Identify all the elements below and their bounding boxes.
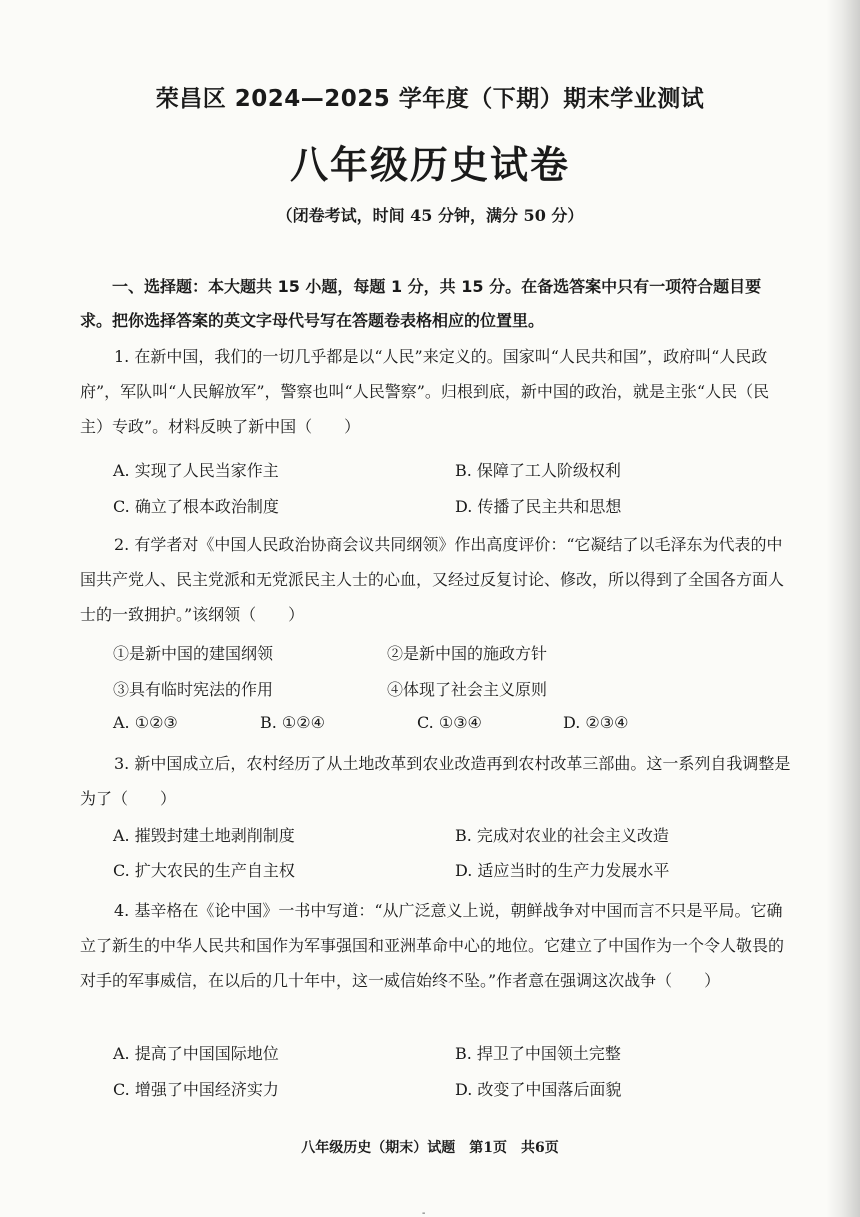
question-2-option-c: C. ①③④ [417,713,482,732]
question-3-option-a: A. 摧毁封建土地剥削制度 [113,826,295,845]
question-1-option-b: B. 保障了工人阶级权利 [455,461,621,480]
question-2-statement-3: ③具有临时宪法的作用 [113,680,274,699]
question-2-statement-1: ①是新中国的建国纲领 [113,644,274,663]
exam-title: 荣昌区 2024—2025 学年度（下期）期末学业测试 [155,86,705,112]
question-4-option-c: C. 增强了中国经济实力 [113,1080,279,1099]
question-2-option-a: A. ①②③ [113,713,178,732]
exam-info: （闭卷考试，时间 45 分钟，满分 50 分） [276,206,584,225]
question-2-statement-2: ②是新中国的施政方针 [387,644,548,663]
question-1-option-a: A. 实现了人民当家作主 [113,461,279,480]
exam-subtitle: 八年级历史试卷 [289,142,570,187]
section-heading: 一、选择题：本大题共 15 小题，每题 1 分，共 15 分。在备选答案中只有一项符合题目要求。把你选择答案的英文字母代号写在答题卷表格相应的位置里。 [80,277,762,330]
page-footer: 八年级历史（期末）试题 第1页 共6页 [301,1140,559,1156]
question-4-stem: 4. 基辛格在《论中国》一书中写道：“从广泛意义上说，朝鲜战争对中国而言不只是平局。它确立了新生的中华人民共和国作为军事强国和亚洲革命中心的地位。它建立了中国作为一个令人敬畏的对手的军事威信，在以后的几十年中，这一威信始终不坠。”作者意在强调这次战争（ ） [80,901,785,990]
question-2-stem: 2. 有学者对《中国人民政治协商会议共同纲领》作出高度评价：“它凝结了以毛泽东为代表的中国共产党人、民主党派和无党派民主人士的心血，又经过反复讨论、修改，所以得到了全国各方面人士的一致拥护。”该纲领（ ） [80,535,785,624]
question-3-option-c: C. 扩大农民的生产自主权 [113,861,295,880]
question-1-option-d: D. 传播了民主共和思想 [455,497,622,516]
question-4-option-d: D. 改变了中国落后面貌 [455,1080,622,1099]
question-4-option-b: B. 捍卫了中国领土完整 [455,1044,621,1063]
question-2-option-d: D. ②③④ [563,713,629,732]
scan-mark: - [422,1208,426,1217]
question-3-option-b: B. 完成对农业的社会主义改造 [455,826,669,845]
question-2-option-b: B. ①②④ [260,713,325,732]
question-3-stem: 3. 新中国成立后，农村经历了从土地改革到农业改造再到农村改革三部曲。这一系列自我调整是为了（ ） [80,754,791,808]
question-1-option-c: C. 确立了根本政治制度 [113,497,279,516]
question-2-statement-4: ④体现了社会主义原则 [387,680,548,699]
question-3-option-d: D. 适应当时的生产力发展水平 [455,861,670,880]
question-4-option-a: A. 提高了中国国际地位 [113,1044,279,1063]
question-1-stem: 1. 在新中国，我们的一切几乎都是以“人民”来定义的。国家叫“人民共和国”，政府叫“人民政府”，军队叫“人民解放军”，警察也叫“人民警察”。归根到底，新中国的政治，就是主张“人民（民主）专政”。材料反映了新中国（ ） [80,347,770,436]
